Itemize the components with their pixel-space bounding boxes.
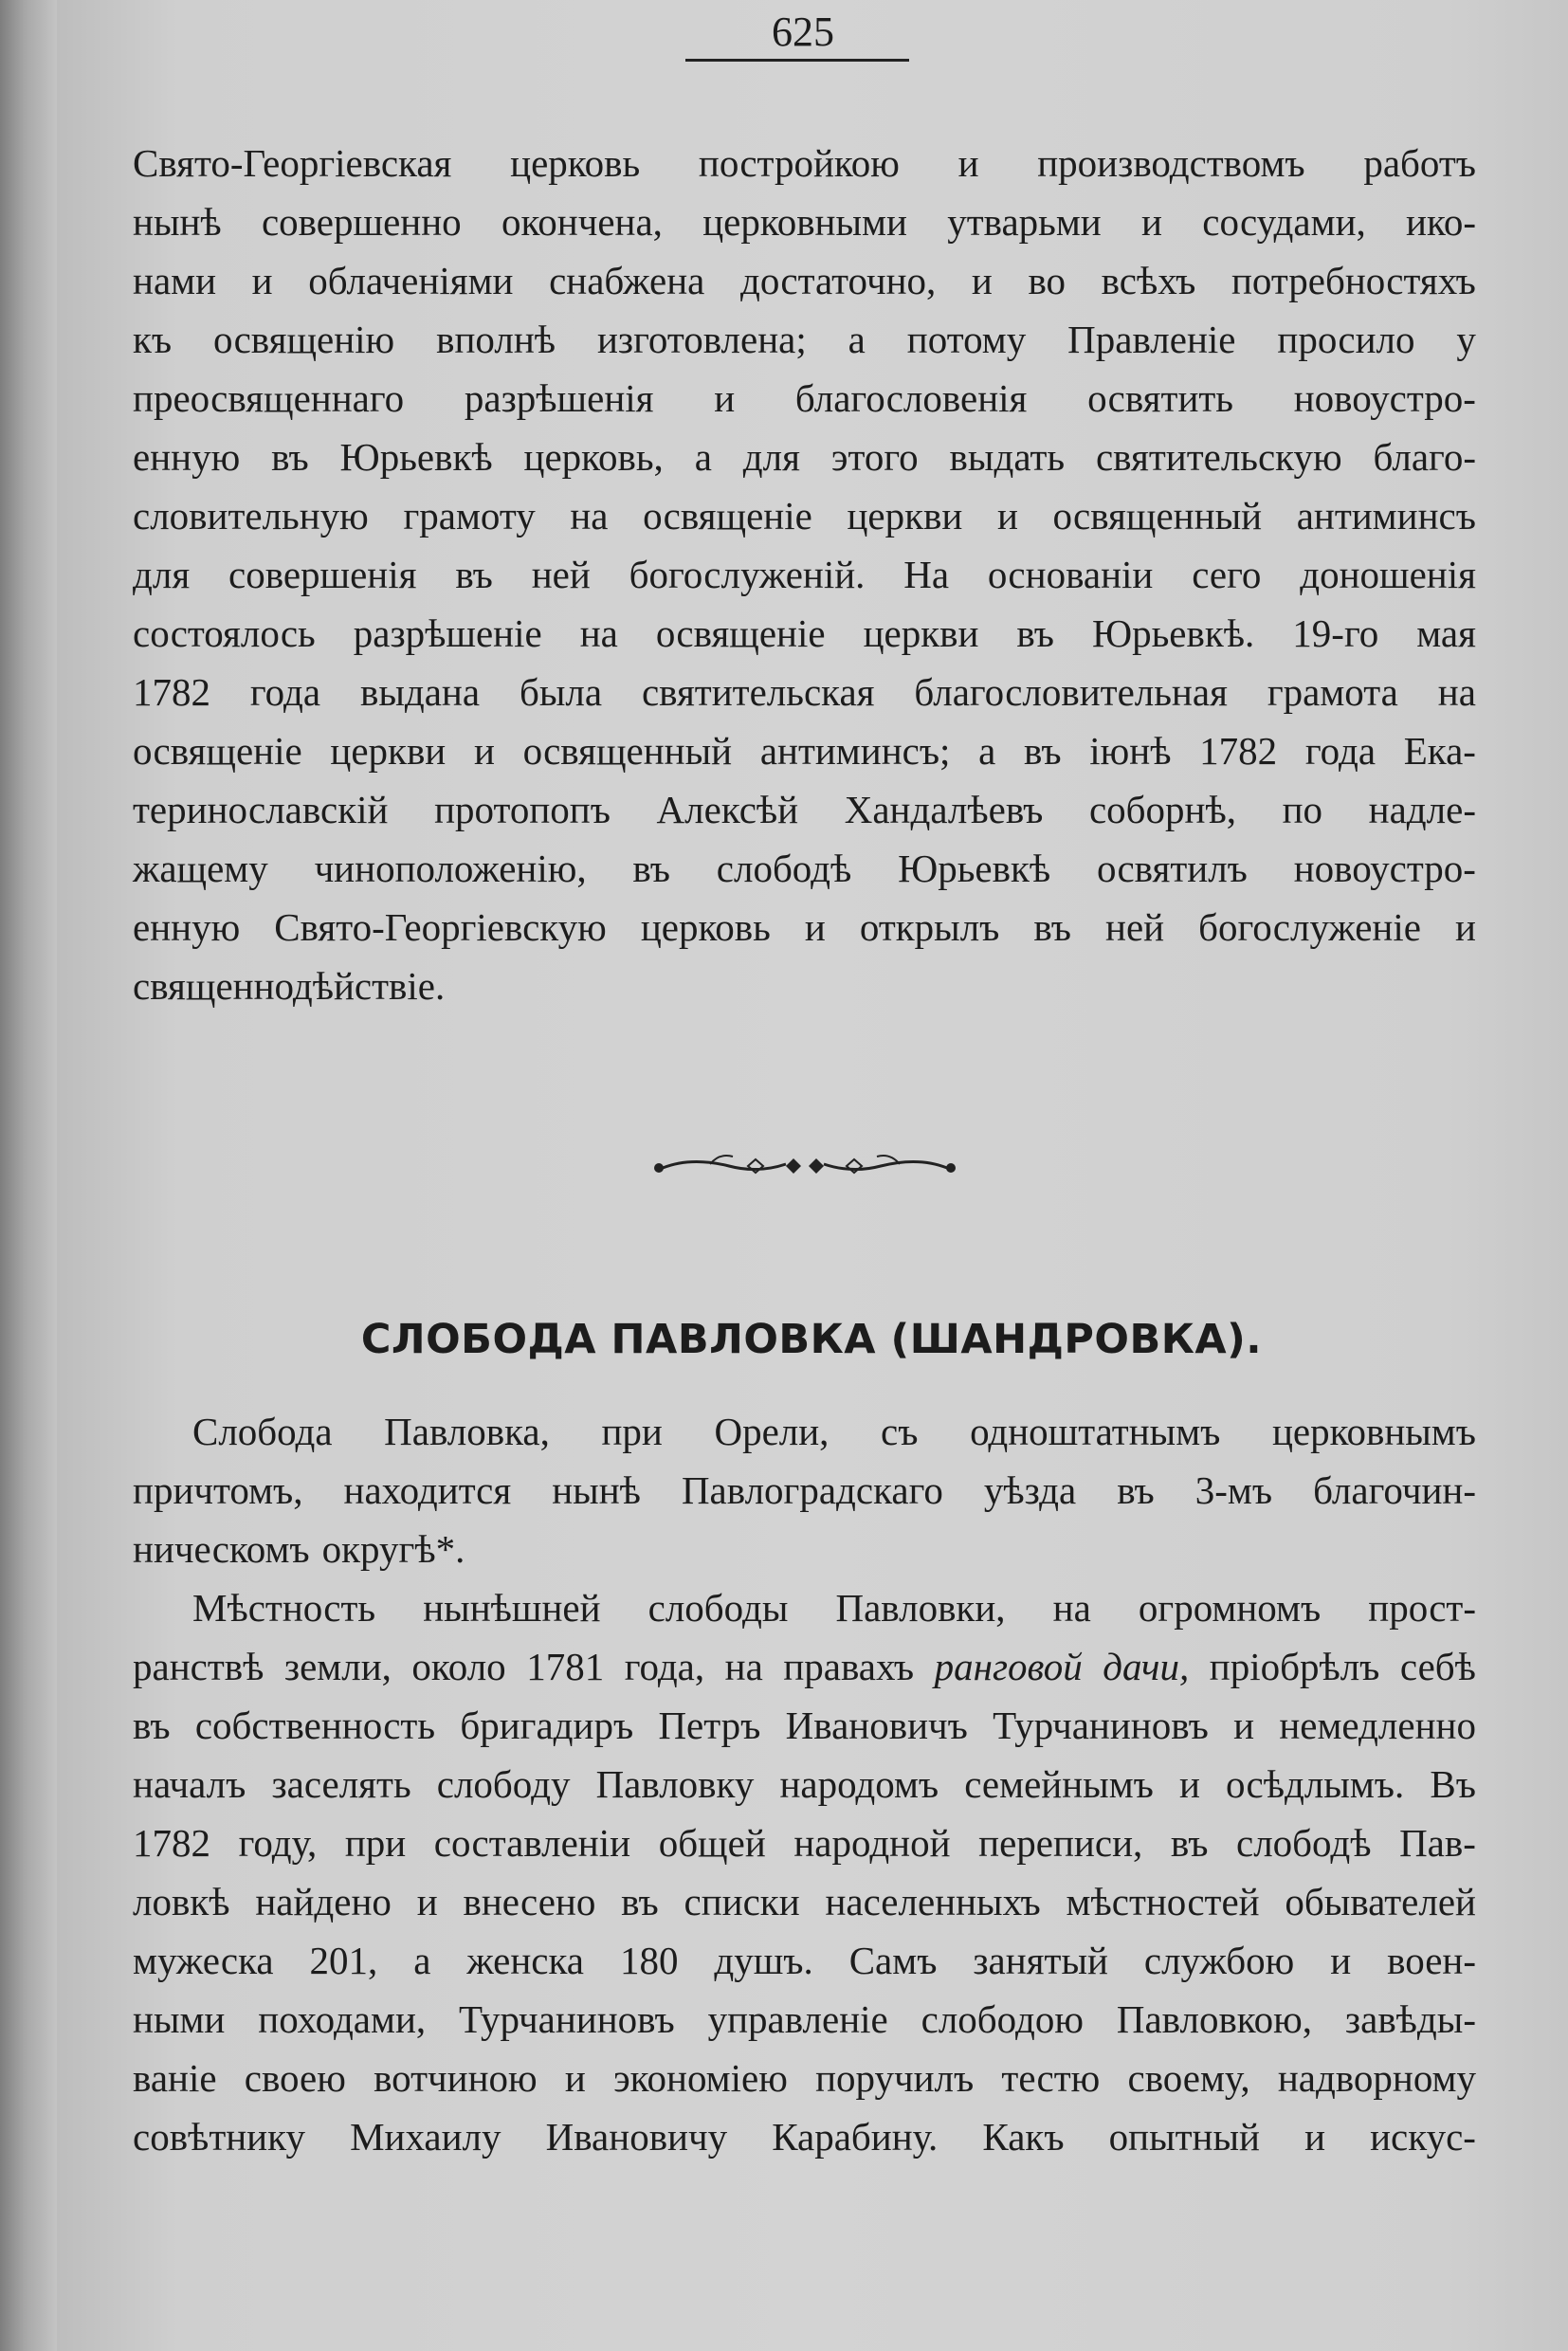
word: года, [624, 1645, 705, 1688]
word: антиминсъ [1296, 494, 1476, 538]
text-line [133, 1461, 1476, 1520]
word: 180 [619, 1939, 679, 1982]
word: Ивановичу [545, 2115, 728, 2159]
word: Свято-Георгіевскую [274, 905, 607, 949]
word: слободы [647, 1586, 789, 1630]
text-line [133, 310, 1476, 369]
word: этого [830, 435, 919, 479]
text-line [133, 192, 1476, 251]
word: въ [1033, 905, 1071, 949]
word: нами [133, 259, 217, 302]
word: при [344, 1821, 407, 1865]
word: завѣды- [1344, 1997, 1476, 2041]
word: слободѣ [716, 847, 852, 890]
word: освященіе [133, 729, 302, 773]
word: состоялось [133, 611, 316, 655]
word: Ивановичъ [785, 1704, 968, 1747]
word: сосудами, [1202, 200, 1366, 244]
text-line [133, 2107, 1476, 2166]
word: и [416, 1880, 438, 1923]
text-line [133, 1637, 1476, 1696]
word: Ека- [1403, 729, 1476, 773]
word: около [411, 1645, 506, 1688]
word: 1782 [133, 670, 210, 714]
word: выдать [949, 435, 1066, 479]
word: на [570, 494, 609, 538]
word: осѣдлымъ. [1226, 1762, 1405, 1806]
word: занятый [973, 1939, 1108, 1982]
word: на [1052, 1586, 1091, 1630]
word: священнодѣйствіе. [133, 964, 446, 1008]
page-number: 625 [772, 9, 834, 55]
text-line [133, 604, 1476, 663]
word: собственность [194, 1704, 436, 1747]
word: искус- [1370, 2115, 1476, 2159]
word: потому [906, 318, 1027, 361]
word: а [848, 318, 866, 361]
word: Пав- [1399, 1821, 1476, 1865]
word: преосвященнаго [133, 376, 405, 420]
word: Михаилу [350, 2115, 501, 2159]
word: просило [1277, 318, 1415, 361]
word: для [133, 553, 191, 596]
text-line [133, 1755, 1476, 1813]
word: экономіею [613, 2056, 788, 2100]
word: немедленно [1279, 1704, 1476, 1747]
word: и [564, 2056, 586, 2100]
word: Юрьевкѣ [898, 847, 1051, 890]
word: енную [133, 435, 241, 479]
text-line [133, 1872, 1476, 1931]
word: святительскую [1095, 435, 1342, 479]
word: слободѣ [1236, 1821, 1372, 1865]
word: жащему [133, 847, 268, 890]
text-line [133, 1813, 1476, 1872]
word: разрѣшенія [464, 376, 654, 420]
word: ранствѣ [133, 1645, 264, 1688]
word: вполнѣ [436, 318, 556, 361]
text-line [133, 1990, 1476, 2049]
word: года [1304, 729, 1377, 773]
word: Юрьевкѣ [339, 435, 493, 479]
word: тестю [1001, 2056, 1101, 2100]
word: 1782 [1199, 729, 1278, 773]
word: уѣзда [983, 1468, 1077, 1512]
word: общей [658, 1821, 766, 1865]
word: соборнѣ, [1088, 788, 1236, 831]
text-line [133, 898, 1476, 957]
word: и [1141, 200, 1162, 244]
word: основаніи [987, 553, 1154, 596]
word: надле- [1368, 788, 1476, 831]
word: службою [1143, 1939, 1295, 1982]
word: Турчаниновъ [993, 1704, 1209, 1747]
word: разрѣшеніе [353, 611, 542, 655]
word: въ [632, 847, 670, 890]
word: новоустро- [1293, 847, 1476, 890]
word: Павловка, [384, 1410, 550, 1453]
word: грамота [1267, 670, 1398, 714]
word: и [1304, 2115, 1326, 2159]
word: освященіе [643, 494, 812, 538]
word: и [996, 494, 1018, 538]
word: народомъ [779, 1762, 939, 1806]
word: нынѣ [552, 1468, 641, 1512]
word: причтомъ, [133, 1468, 303, 1512]
text-line [133, 545, 1476, 604]
word: совершенно [261, 200, 462, 244]
word: мѣстностей [1066, 1880, 1260, 1923]
word: 19-го [1292, 611, 1379, 655]
word: надворному [1277, 2056, 1476, 2100]
word: въ [621, 1880, 659, 1923]
word: освятить [1087, 376, 1233, 420]
word: утварьми [947, 200, 1102, 244]
word: прост- [1368, 1586, 1476, 1630]
word: бригадиръ [460, 1704, 634, 1747]
word: одноштатнымъ [970, 1410, 1221, 1453]
word: церковь [640, 905, 771, 949]
word: ней [1105, 905, 1165, 949]
word: Алексѣй [656, 788, 799, 831]
word: благословенія [794, 376, 1028, 420]
word: списки [684, 1880, 800, 1923]
word: и [714, 376, 736, 420]
word: 201, [309, 1939, 378, 1982]
word: своею [244, 2056, 346, 2100]
word: Павловкою, [1116, 1997, 1313, 2041]
word: правахъ [783, 1645, 915, 1688]
word: на [724, 1645, 763, 1688]
word: и [1178, 1762, 1200, 1806]
word: освятилъ [1096, 847, 1248, 890]
word: въ [1016, 611, 1054, 655]
word: ваніе [133, 2056, 217, 2100]
section-2-text [133, 1402, 1476, 2166]
word: для [742, 435, 800, 479]
text-line [133, 1931, 1476, 1990]
word: походами, [258, 1997, 427, 2041]
ornament-divider [653, 1145, 957, 1187]
text-line [133, 1696, 1476, 1755]
word: церковными [702, 200, 907, 244]
word: выдана [359, 670, 481, 714]
word: огромномъ [1138, 1586, 1322, 1630]
word: совѣтнику [133, 2115, 305, 2159]
word: грамоту [403, 494, 536, 538]
word: Турчаниновъ [459, 1997, 675, 2041]
word: богослуженій. [629, 553, 866, 596]
section-heading: СЛОБОДА ПАВЛОВКА (ШАНДРОВКА). [360, 1316, 1263, 1363]
word: сего [1192, 553, 1262, 596]
word: и [251, 259, 273, 302]
word: чиноположенію, [314, 847, 587, 890]
word: пріобрѣлъ [1209, 1645, 1380, 1688]
word: населенныхъ [825, 1880, 1041, 1923]
word: богослуженіе [1198, 905, 1421, 949]
word: и [957, 141, 979, 185]
word: у [1456, 318, 1476, 361]
word: антиминсъ; [759, 729, 951, 773]
word: окончена, [501, 200, 663, 244]
word: работъ [1363, 141, 1476, 185]
word: 1782 [133, 1821, 210, 1865]
word: управленіе [707, 1997, 888, 2041]
word: началъ [133, 1762, 246, 1806]
word: къ [133, 318, 173, 361]
word: святительская [641, 670, 875, 714]
word: открылъ [859, 905, 1000, 949]
word: производствомъ [1037, 141, 1305, 185]
word: ней [531, 553, 591, 596]
word: земли, [283, 1645, 392, 1688]
word: въ [1024, 729, 1062, 773]
word: церкви [863, 611, 979, 655]
word: семейнымъ [964, 1762, 1154, 1806]
text-line [133, 663, 1476, 721]
word: освященный [522, 729, 733, 773]
word: заселять [271, 1762, 411, 1806]
word: всѣхъ [1101, 259, 1196, 302]
word: постройкою [698, 141, 900, 185]
word: была [519, 670, 603, 714]
word: а [413, 1939, 431, 1982]
word: на [579, 611, 618, 655]
word: въ [1170, 1821, 1209, 1865]
word: съ [881, 1410, 919, 1453]
word: Въ [1430, 1762, 1476, 1806]
word: потребностяхъ [1231, 259, 1476, 302]
word: и [1233, 1704, 1255, 1747]
word: вотчиною [374, 2056, 538, 2100]
word: снабжена [549, 259, 705, 302]
word: церковь [510, 141, 641, 185]
word: церковнымъ [1271, 1410, 1476, 1453]
word: благословительная [914, 670, 1228, 714]
text-line [133, 369, 1476, 428]
word: Мѣстность [192, 1586, 376, 1630]
word: ническомъ [133, 1527, 310, 1571]
text-line [133, 486, 1476, 545]
book-spine-shadow [0, 0, 57, 2351]
word: а [978, 729, 996, 773]
word: 1781 [526, 1645, 605, 1688]
word: слободою [921, 1997, 1084, 2041]
word: и [804, 905, 826, 949]
word: округѣ*. [321, 1527, 465, 1571]
word: освященный [1052, 494, 1263, 538]
word: словительную [133, 494, 369, 538]
word: и [1454, 905, 1476, 949]
word: ными [133, 1997, 226, 2041]
word: церковь, [523, 435, 664, 479]
text-line [133, 251, 1476, 310]
word: церкви [330, 729, 447, 773]
word: слободу [436, 1762, 571, 1806]
text-line [133, 1402, 1476, 1461]
word: іюнѣ [1089, 729, 1172, 773]
word: Правленіе [1067, 318, 1236, 361]
word: народной [793, 1821, 951, 1865]
word: поручилъ [815, 2056, 975, 2100]
word: дачи, [1103, 1645, 1190, 1688]
word: Петръ [658, 1704, 761, 1747]
word: переписи, [978, 1821, 1143, 1865]
text-line [133, 957, 1476, 1015]
text-line [133, 134, 1476, 192]
word: теринославскій [133, 788, 389, 831]
word: Юрьевкѣ. [1091, 611, 1255, 655]
word: себѣ [1399, 1645, 1476, 1688]
text-line [133, 428, 1476, 486]
text-line [133, 2049, 1476, 2107]
word: протопопъ [434, 788, 611, 831]
text-line [133, 1520, 1476, 1578]
word: Павловки, [835, 1586, 1006, 1630]
word: женска [466, 1939, 584, 1982]
word: На [903, 553, 950, 596]
word: ранговой [934, 1645, 1083, 1688]
word: въ [271, 435, 309, 479]
text-line [133, 1578, 1476, 1637]
word: обывателей [1285, 1880, 1476, 1923]
word: енную [133, 905, 241, 949]
word: года [249, 670, 321, 714]
word: совершенія [228, 553, 417, 596]
word: мая [1416, 611, 1476, 655]
word: году, [238, 1821, 318, 1865]
word: ико- [1406, 200, 1476, 244]
word: достаточно, [740, 259, 937, 302]
word: освященіе [655, 611, 826, 655]
word: Свято-Георгіевская [133, 141, 452, 185]
word: при [601, 1410, 663, 1453]
word: благочин- [1313, 1468, 1476, 1512]
text-line [133, 839, 1476, 898]
word: по [1282, 788, 1323, 831]
word: въ [133, 1704, 171, 1747]
word: церкви [847, 494, 963, 538]
word: на [1437, 670, 1476, 714]
word: воен- [1387, 1939, 1476, 1982]
word: найдено [255, 1880, 392, 1923]
word: Орели, [714, 1410, 830, 1453]
word: и [1330, 1939, 1352, 1982]
word: а [694, 435, 712, 479]
word: доношенія [1300, 553, 1476, 596]
word: Слобода [192, 1410, 333, 1453]
word: нынѣшней [423, 1586, 601, 1630]
word: опытный [1108, 2115, 1260, 2159]
word: Павлоградскаго [681, 1468, 943, 1512]
word: нынѣ [133, 200, 222, 244]
word: и [473, 729, 495, 773]
word: новоустро- [1293, 376, 1476, 420]
word: въ [1117, 1468, 1155, 1512]
word: Какъ [982, 2115, 1065, 2159]
word: Хандалѣевъ [844, 788, 1044, 831]
word: облаченіями [308, 259, 514, 302]
word: душъ. [714, 1939, 813, 1982]
page-number-rule [685, 59, 909, 62]
word: освященію [213, 318, 395, 361]
word: ловкѣ [133, 1880, 230, 1923]
word: Самъ [848, 1939, 938, 1982]
word: 3-мъ [1194, 1468, 1273, 1512]
word: мужеска [133, 1939, 274, 1982]
word: въ [455, 553, 493, 596]
word: Павловку [595, 1762, 755, 1806]
text-line [133, 780, 1476, 839]
word: во [1028, 259, 1067, 302]
word: составленіи [433, 1821, 631, 1865]
text-line [133, 721, 1476, 780]
word: Карабину. [772, 2115, 939, 2159]
section-1-text [133, 134, 1476, 1015]
word: изготовлена; [596, 318, 807, 361]
word: находится [343, 1468, 512, 1512]
word: и [971, 259, 993, 302]
word: своему, [1127, 2056, 1250, 2100]
word: благо- [1373, 435, 1476, 479]
word: внесено [463, 1880, 596, 1923]
